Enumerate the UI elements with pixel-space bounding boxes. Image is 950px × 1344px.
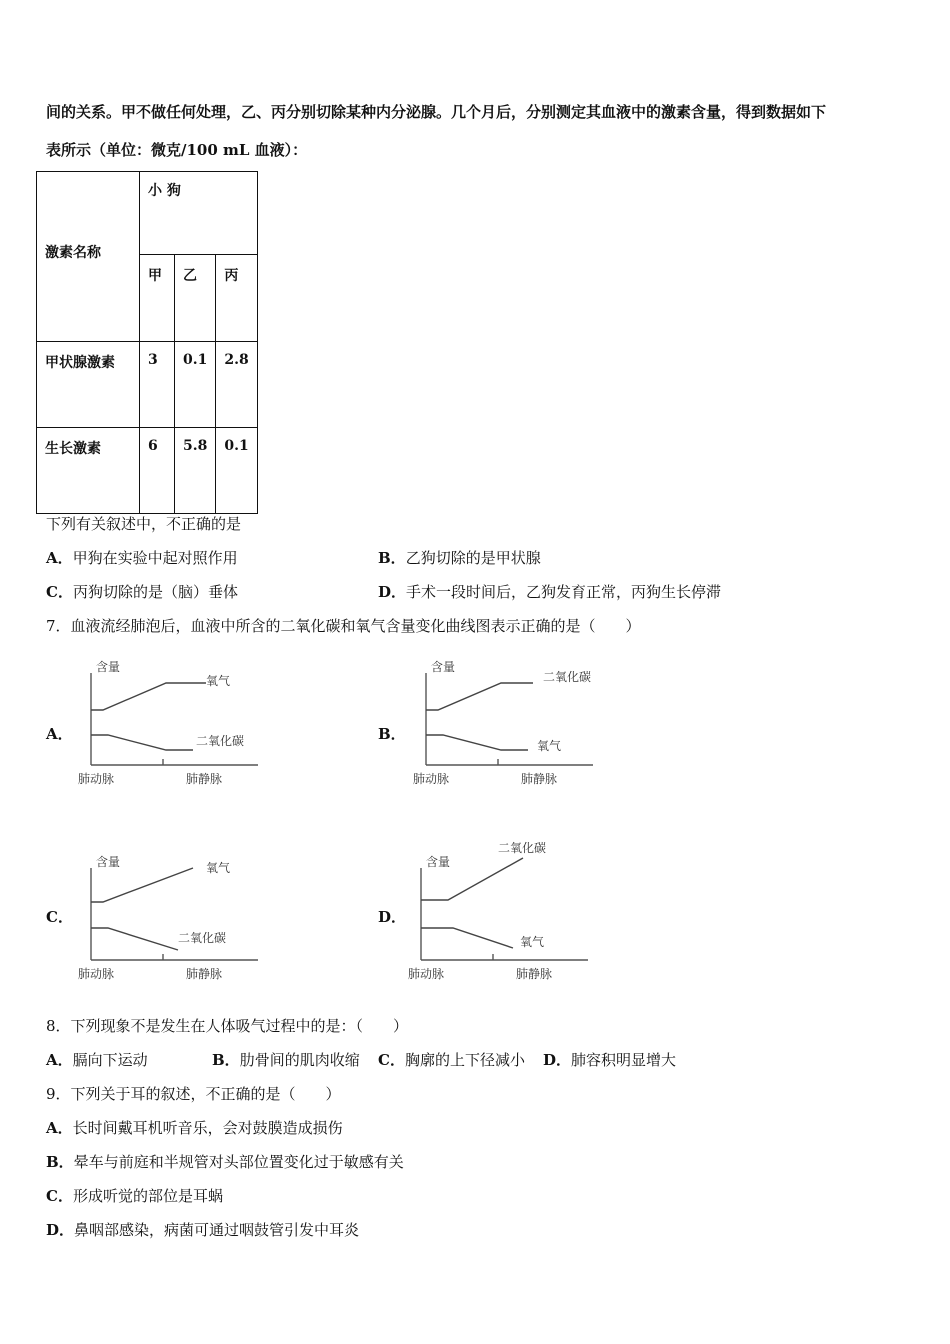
table-header-name: 激素名称 — [37, 172, 140, 342]
table-row — [37, 342, 258, 428]
q9-option-c[interactable] — [46, 1186, 223, 1206]
option-text: 乙狗切除的是甲状腺 — [405, 549, 541, 567]
option-text: 形成听觉的部位是耳蜗 — [72, 1187, 223, 1205]
hormone-table — [36, 171, 258, 514]
q6-option-b[interactable] — [378, 548, 541, 568]
option-text: 膈向下运动 — [72, 1051, 148, 1069]
lower-curve-label: 二氧化碳 — [196, 734, 245, 748]
table-col-jia: 甲 — [140, 255, 175, 342]
lower-curve — [426, 735, 528, 750]
lower-curve-label: 氧气 — [520, 935, 545, 949]
x-end-label: 肺静脉 — [186, 772, 223, 786]
x-end-label: 肺静脉 — [516, 967, 553, 981]
y-label: 含量 — [96, 855, 121, 869]
q9-stem: 9．下列关于耳的叙述，不正确的是（ ） — [46, 1085, 341, 1103]
table-col-yi: 乙 — [175, 255, 216, 342]
option-text: 丙狗切除的是（脑）垂体 — [72, 583, 238, 601]
option-text: 手术一段时间后，乙狗发育正常，丙狗生长停滞 — [406, 583, 722, 601]
q8-option-b[interactable] — [212, 1050, 360, 1070]
option-text: 胸廓的上下径减小 — [404, 1051, 525, 1069]
upper-curve-label: 氧气 — [206, 674, 231, 688]
option-letter: C． — [378, 1051, 405, 1069]
x-end-label: 肺静脉 — [521, 772, 558, 786]
option-letter: D． — [543, 1051, 572, 1069]
option-text: 晕车与前庭和半规管对头部位置变化过于敏感有关 — [73, 1153, 404, 1171]
lower-curve-label: 二氧化碳 — [178, 931, 227, 945]
q7-option-b-letter[interactable]: B． — [378, 725, 406, 743]
option-text: 鼻咽部感染，病菌可通过咽鼓管引发中耳炎 — [74, 1221, 360, 1239]
upper-curve — [426, 683, 533, 710]
q7-option-a-letter[interactable]: A． — [46, 725, 73, 743]
table-header-group: 小 狗 — [140, 172, 258, 255]
lower-curve — [421, 928, 513, 948]
option-text: 肋骨间的肌肉收缩 — [239, 1051, 360, 1069]
q6-stem: 下列有关叙述中，不正确的是 — [46, 515, 242, 533]
x-start-label: 肺动脉 — [408, 967, 445, 981]
q8-option-d[interactable] — [543, 1050, 676, 1070]
q8-option-a[interactable] — [46, 1050, 148, 1070]
option-letter: B． — [378, 549, 406, 567]
option-letter: D． — [378, 583, 407, 601]
q9-option-d[interactable] — [46, 1220, 359, 1240]
lower-curve — [91, 928, 178, 950]
table-row — [37, 428, 258, 514]
x-start-label: 肺动脉 — [78, 967, 115, 981]
q6-option-a[interactable] — [46, 548, 238, 568]
q7-stem: 7．血液流经肺泡后，血液中所含的二氧化碳和氧气含量变化曲线图表示正确的是（ ） — [46, 617, 641, 635]
q7-option-c-letter[interactable]: C． — [46, 908, 73, 926]
row-value: 0.1 — [175, 342, 216, 428]
option-text: 甲狗在实验中起对照作用 — [72, 549, 238, 567]
q9-option-a[interactable] — [46, 1118, 343, 1138]
option-letter: B． — [46, 1153, 74, 1171]
option-letter: C． — [46, 583, 73, 601]
row-value: 5.8 — [175, 428, 216, 514]
q7-graph-c[interactable] — [78, 850, 278, 985]
q6-option-c[interactable] — [46, 582, 238, 602]
row-value: 0.1 — [216, 428, 257, 514]
q9-option-b[interactable] — [46, 1152, 404, 1172]
q7-graph-a[interactable] — [78, 655, 278, 790]
option-letter: A． — [46, 549, 73, 567]
row-value: 3 — [140, 342, 175, 428]
x-end-label: 肺静脉 — [186, 967, 223, 981]
y-label: 含量 — [431, 660, 456, 674]
lower-curve-label: 氧气 — [537, 739, 562, 753]
q6-option-d[interactable] — [378, 582, 721, 602]
intro-line-1: 间的关系。甲不做任何处理，乙、丙分别切除某种内分泌腺。几个月后，分别测定其血液中的激素含量，得到数据如下 — [46, 103, 827, 121]
upper-curve — [91, 683, 206, 710]
option-letter: A． — [46, 1051, 73, 1069]
q7-graph-b[interactable] — [413, 655, 613, 790]
upper-curve-label: 二氧化碳 — [543, 670, 592, 684]
option-text: 长时间戴耳机听音乐，会对鼓膜造成损伤 — [72, 1119, 343, 1137]
row-value: 6 — [140, 428, 175, 514]
intro-line-2: 表所示（单位：微克/100 mL 血液）： — [46, 141, 308, 159]
upper-curve-label: 氧气 — [206, 861, 231, 875]
q7-graph-d[interactable] — [408, 838, 618, 983]
table-col-bing: 丙 — [216, 255, 257, 342]
y-label: 含量 — [96, 660, 121, 674]
q7-option-d-letter[interactable]: D． — [378, 908, 407, 926]
row-name: 生长激素 — [37, 428, 140, 514]
upper-curve — [91, 868, 193, 902]
option-letter: D． — [46, 1221, 75, 1239]
option-letter: C． — [46, 1187, 73, 1205]
row-name: 甲状腺激素 — [37, 342, 140, 428]
y-label: 含量 — [426, 855, 451, 869]
lower-curve — [91, 735, 193, 750]
option-letter: A． — [46, 1119, 73, 1137]
q8-option-c[interactable] — [378, 1050, 525, 1070]
upper-curve-label: 二氧化碳 — [498, 841, 547, 855]
option-letter: B． — [212, 1051, 240, 1069]
option-text: 肺容积明显增大 — [571, 1051, 677, 1069]
x-start-label: 肺动脉 — [413, 772, 450, 786]
x-start-label: 肺动脉 — [78, 772, 115, 786]
row-value: 2.8 — [216, 342, 257, 428]
q8-stem: 8．下列现象不是发生在人体吸气过程中的是：（ ） — [46, 1017, 409, 1035]
